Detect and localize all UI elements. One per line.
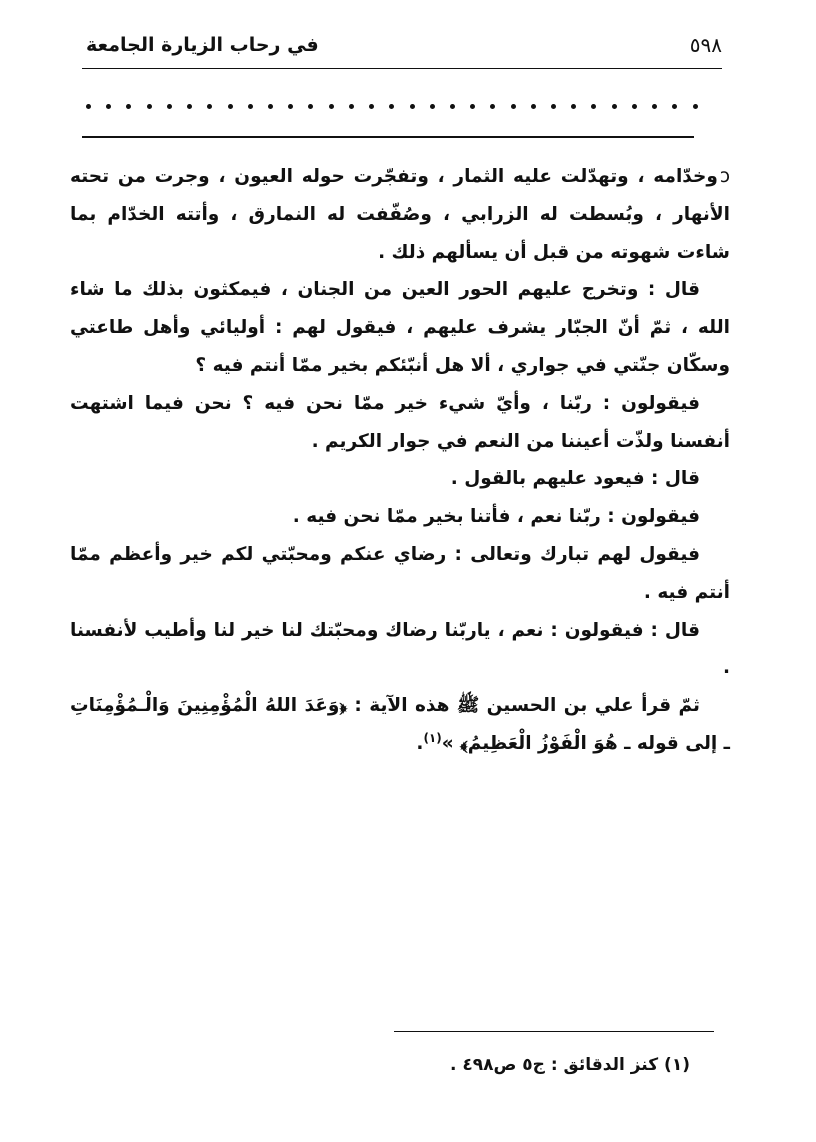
separator-dot <box>106 104 111 109</box>
separator-dot <box>571 104 576 109</box>
section-separator-dots <box>86 92 698 120</box>
separator-dot <box>268 104 273 109</box>
separator-dot <box>167 104 172 109</box>
continuation-mark-icon: ↄ <box>719 166 730 187</box>
separator-dot <box>207 104 212 109</box>
separator-dot <box>693 104 698 109</box>
footnote: (١) كنز الدقائق : ج٥ ص٤٩٨ . <box>449 1055 690 1075</box>
footnote-reference: (١) <box>423 730 442 745</box>
separator-dot <box>632 104 637 109</box>
separator-dot <box>329 104 334 109</box>
paragraph-5: فيقولون : ربّنا نعم ، فأتنا بخير ممّا نحن فيه . <box>292 506 700 528</box>
separator-dot <box>86 104 91 109</box>
separator-dot <box>652 104 657 109</box>
separator-dot <box>349 104 354 109</box>
separator-dot <box>369 104 374 109</box>
page-number: ٥٩٨ <box>689 33 722 57</box>
separator-dot <box>288 104 293 109</box>
separator-dot <box>672 104 677 109</box>
separator-dot <box>531 104 536 109</box>
separator-dot <box>511 104 516 109</box>
separator-dot <box>450 104 455 109</box>
paragraph-1 <box>70 158 730 271</box>
paragraph-3: فيقولون : ربّنا ، وأيّ شيء خير ممّا نحن فيه ؟ نحن فيما اشتهت أنفسنا ولذّت أعيننا من النعم في جوار الكريم . <box>70 392 730 452</box>
separator-dot <box>551 104 556 109</box>
separator-dot <box>430 104 435 109</box>
paragraph-7: قال : فيقولون : نعم ، ياربّنا رضاك ومحبّتك لنا خير لنا وأطيب لأنفسنا . <box>70 619 730 679</box>
body-text <box>70 158 730 763</box>
separator-dot <box>187 104 192 109</box>
paragraph-1-text: وخدّامه ، وتهدّلت عليه الثمار ، وتفجّرت حوله العيون ، وجرت من تحته الأنهار ، وبُسطت له الزرابي ، وصُفّفت له النمارق ، وأتته الخدّام بما شاءت شهوته من قبل أن يسألهم ذلك . <box>70 166 730 263</box>
paragraph-6: فيقول لهم تبارك وتعالى : رضاي عنكم ومحبّتي لكم خير وأعظم ممّا أنتم فيه . <box>70 543 730 603</box>
separator-dot <box>147 104 152 109</box>
separator-dot <box>126 104 131 109</box>
header-rule <box>82 68 722 69</box>
separator-dot <box>228 104 233 109</box>
separator-dot <box>248 104 253 109</box>
separator-dot <box>490 104 495 109</box>
separator-dot <box>410 104 415 109</box>
separator-dot <box>591 104 596 109</box>
footnote-rule <box>394 1031 714 1032</box>
separator-dot <box>308 104 313 109</box>
paragraph-8: ثمّ قرأ علي بن الحسين ﷺ هذه الآية : ﴿وَعَدَ اللهُ الْمُؤْمِنِينَ وَالْـمُؤْمِنَاتِ ـ إلى قوله ـ هُوَ الْفَوْزُ الْعَظِيمُ﴾ »$^{(١)}$. <box>70 695 730 754</box>
separator-dot <box>470 104 475 109</box>
running-header-title: في رحاب الزيارة الجامعة <box>86 34 319 56</box>
paragraph-8-text: ثمّ قرأ علي بن الحسين ﷺ هذه الآية : ﴿وَعَدَ اللهُ الْمُؤْمِنِينَ وَالْـمُؤْمِنَاتِ ـ إلى قوله ـ هُوَ الْفَوْزُ الْعَظِيمُ﴾ » <box>70 695 730 754</box>
separator-dot <box>612 104 617 109</box>
section-rule <box>82 136 694 138</box>
paragraph-4: قال : فيعود عليهم بالقول . <box>450 468 700 490</box>
separator-dot <box>389 104 394 109</box>
paragraph-2: قال : وتخرج عليهم الحور العين من الجنان ، فيمكثون بذلك ما شاء الله ، ثمّ أنّ الجبّار يشرف عليهم ، فيقول لهم : أوليائي وأهل طاعتي وسكّان جنّتي في جواري ، ألا هل أنبّئكم بخير ممّا أنتم فيه ؟ <box>70 279 730 376</box>
